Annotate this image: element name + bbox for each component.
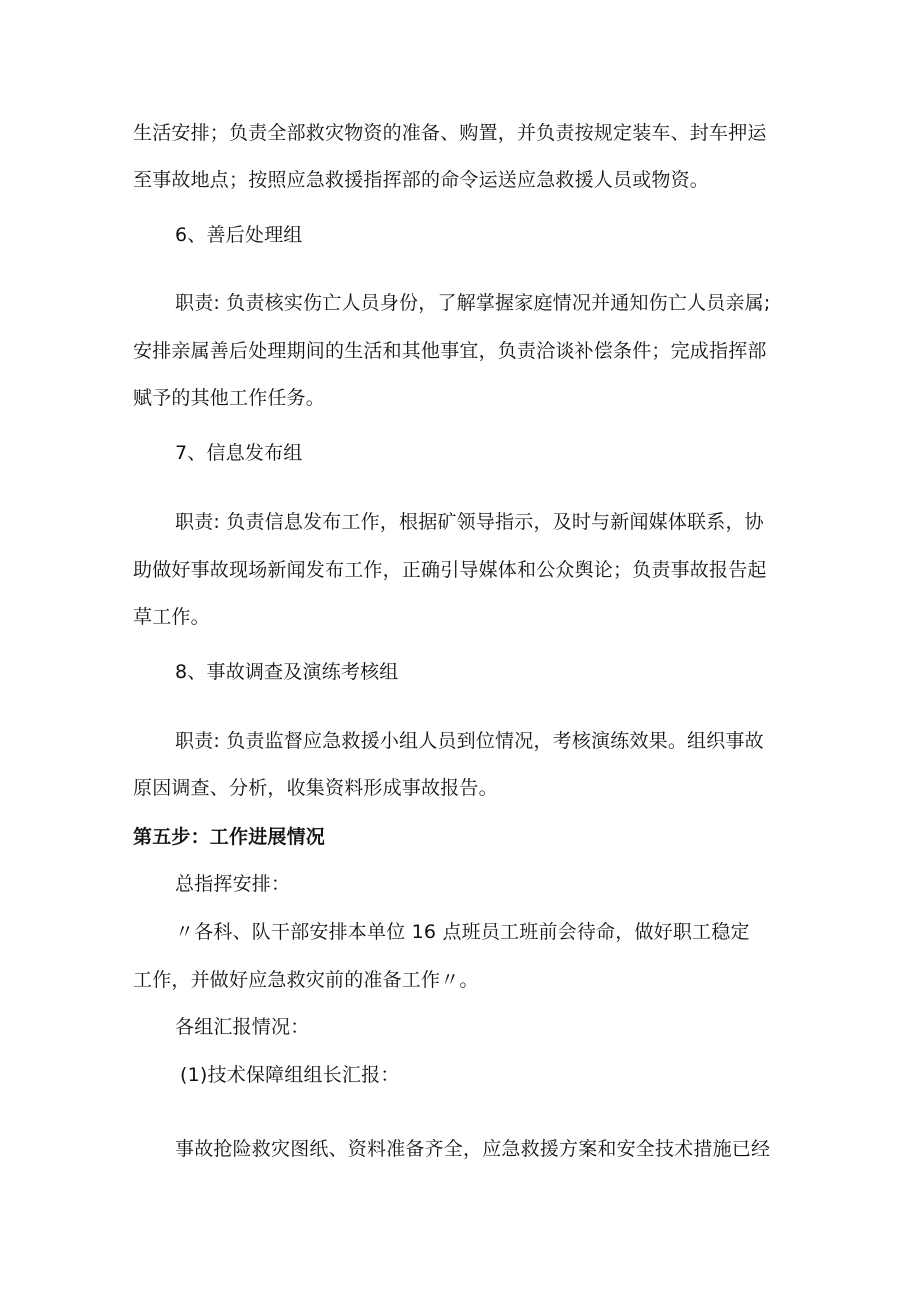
paragraph-line: 赋予的其他工作任务。: [133, 387, 326, 409]
paragraph-line: 助做好事故现场新闻发布工作，正确引导媒体和公众舆论；负责事故报告起: [133, 559, 767, 581]
paragraph-line: 职责: 负责信息发布工作，根据矿领导指示，及时与新闻媒体联系，协: [175, 511, 764, 533]
subheading: 各组汇报情况：: [175, 1016, 310, 1038]
subheading: 总指挥安排：: [175, 873, 291, 895]
section-heading-6: 6、善后处理组: [175, 224, 303, 246]
paragraph-line: 事故抢险救灾图纸、资料准备齐全，应急救援方案和安全技术措施已经: [175, 1138, 771, 1160]
paragraph-line: 草工作。: [133, 606, 210, 628]
paragraph-line: 生活安排；负责全部救灾物资的准备、购置，并负责按规定装车、封车押运: [133, 122, 767, 144]
step-heading: 第五步：工作进展情况: [133, 826, 326, 848]
paragraph-line: 职责: 负责监督应急救援小组人员到位情况，考核演练效果。组织事故: [175, 730, 764, 752]
subheading: (1)技术保障组组长汇报：: [180, 1064, 400, 1086]
paragraph-line: 工作，并做好应急救灾前的准备工作〃。: [133, 969, 479, 991]
paragraph-line: 安排亲属善后处理期间的生活和其他事宜，负责洽谈补偿条件；完成指挥部: [133, 340, 767, 362]
section-heading-8: 8、事故调查及演练考核组: [175, 661, 399, 683]
section-heading-7: 7、信息发布组: [175, 442, 303, 464]
paragraph-line: 原因调查、分析，收集资料形成事故报告。: [133, 777, 498, 799]
paragraph-line: 〃各科、队干部安排本单位 16 点班员工班前会待命，做好职工稳定: [175, 921, 750, 943]
paragraph-line: 至事故地点；按照应急救援指挥部的命令运送应急救援人员或物资。: [133, 169, 710, 191]
paragraph-line: 职责: 负责核实伤亡人员身份，了解掌握家庭情况并通知伤亡人员亲属;: [175, 292, 771, 314]
